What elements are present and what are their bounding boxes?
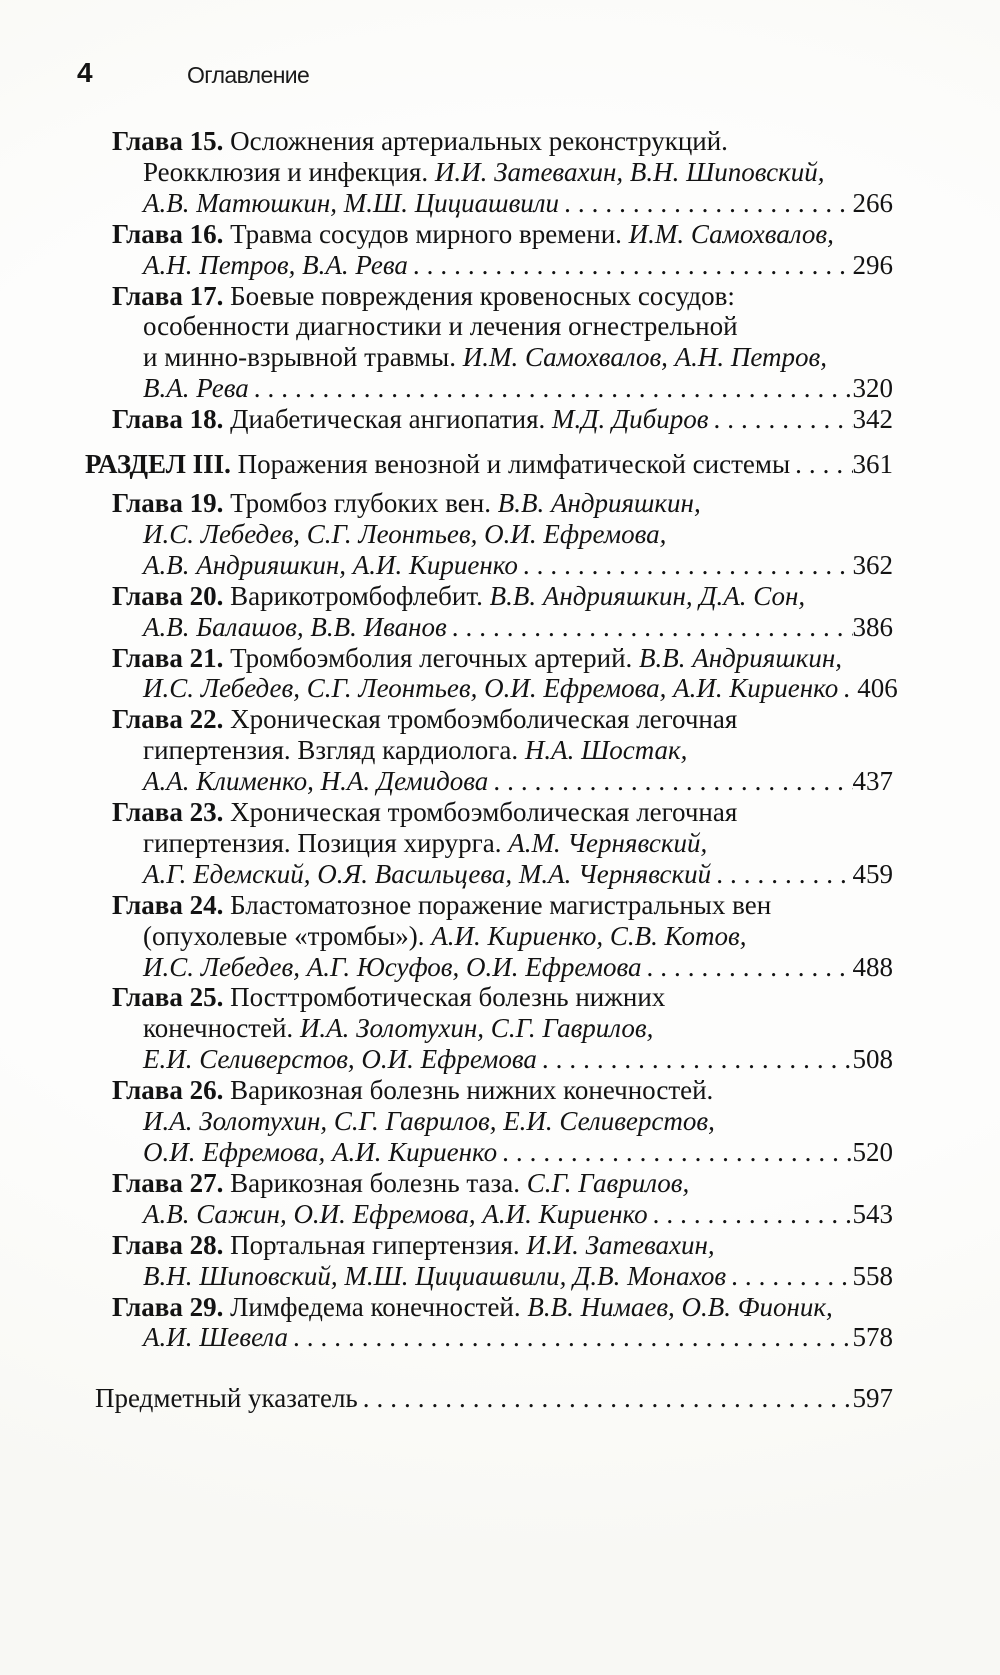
toc-line bbox=[112, 643, 893, 674]
toc-entry bbox=[0, 126, 893, 219]
toc-line bbox=[143, 373, 893, 404]
authors-text: И.С. Лебедев, С.Г. Леонтьев, О.И. Ефремова, А.И. Кириенко bbox=[143, 673, 839, 704]
toc-entry bbox=[0, 281, 893, 405]
chapter-label: Глава 18. bbox=[112, 404, 224, 435]
toc-entry bbox=[0, 890, 893, 983]
authors-text: В.В. Нимаев, О.В. Фионик, bbox=[527, 1291, 833, 1322]
toc-line bbox=[112, 281, 893, 312]
title-text: Варикозная болезнь нижних конечностей. bbox=[223, 1075, 714, 1106]
toc-line bbox=[143, 952, 893, 983]
toc-line bbox=[143, 859, 893, 890]
title-text: Бластоматозное поражение магистральных вен bbox=[223, 889, 772, 920]
chapter-label: РАЗДЕЛ III. bbox=[85, 449, 231, 480]
dot-leader bbox=[726, 1261, 852, 1292]
authors-text: И.С. Лебедев, А.Г. Юсуфов, О.И. Ефремова bbox=[143, 951, 642, 982]
authors-text: Е.И. Селиверстов, О.И. Ефремова bbox=[143, 1044, 537, 1075]
page-ref: 320 bbox=[852, 373, 893, 404]
toc-line bbox=[112, 890, 893, 921]
authors-text: И.С. Лебедев, С.Г. Леонтьев, О.И. Ефремова, bbox=[143, 518, 667, 549]
title-text: Портальная гипертензия. bbox=[223, 1229, 527, 1260]
toc-line bbox=[112, 404, 893, 435]
page-ref: 296 bbox=[852, 249, 893, 280]
toc-line bbox=[143, 550, 893, 581]
chapter-label: Глава 23. bbox=[112, 797, 224, 828]
dot-leader bbox=[838, 673, 857, 704]
toc-entry bbox=[0, 1168, 893, 1230]
toc-line bbox=[143, 1106, 893, 1137]
authors-text: В.В. Андрияшкин, bbox=[639, 642, 843, 673]
dot-leader bbox=[408, 250, 853, 281]
toc-footer bbox=[0, 1383, 893, 1414]
authors-text: И.А. Золотухин, С.Г. Гаврилов, bbox=[299, 1013, 654, 1044]
toc-line bbox=[112, 126, 893, 157]
page-ref: 558 bbox=[852, 1260, 893, 1291]
dot-leader bbox=[537, 1044, 853, 1075]
dot-leader bbox=[711, 859, 852, 890]
authors-text: А.И. Кириенко, С.В. Котов, bbox=[431, 920, 747, 951]
toc-line bbox=[112, 1168, 893, 1199]
authors-text: И.М. Самохвалов, А.Н. Петров, bbox=[462, 342, 828, 373]
toc-entry bbox=[0, 1230, 893, 1292]
dot-leader bbox=[288, 1322, 852, 1353]
toc-line bbox=[143, 612, 893, 643]
toc-line bbox=[143, 1322, 893, 1353]
toc-line bbox=[143, 1261, 893, 1292]
title-text: Тромбоз глубоких вен. bbox=[223, 487, 498, 518]
authors-text: И.И. Затевахин, bbox=[526, 1229, 715, 1260]
page-ref: 578 bbox=[852, 1322, 893, 1353]
toc-line bbox=[112, 219, 893, 250]
authors-text: А.И. Шевела bbox=[143, 1322, 289, 1353]
toc-line bbox=[112, 797, 893, 828]
toc-entry bbox=[0, 404, 893, 435]
page-ref: 508 bbox=[852, 1044, 893, 1075]
toc-line bbox=[112, 982, 893, 1013]
toc-line bbox=[143, 250, 893, 281]
authors-text: В.А. Рева bbox=[143, 373, 249, 404]
title-text: и минно-взрывной травмы. bbox=[143, 342, 463, 373]
toc-line bbox=[143, 1199, 893, 1230]
chapter-label: Глава 20. bbox=[112, 580, 224, 611]
page-ref: 437 bbox=[852, 766, 893, 797]
title-text: Лимфедема конечностей. bbox=[223, 1291, 528, 1322]
toc-entry bbox=[0, 982, 893, 1075]
authors-text: И.И. Затевахин, В.Н. Шиповский, bbox=[434, 156, 825, 187]
dot-leader bbox=[488, 766, 852, 797]
toc-entry bbox=[0, 488, 893, 581]
page-ref: 362 bbox=[852, 549, 893, 580]
dot-leader bbox=[708, 404, 852, 435]
page-ref: 266 bbox=[852, 187, 893, 218]
toc-entry bbox=[0, 219, 893, 281]
chapter-label: Глава 17. bbox=[112, 280, 224, 311]
toc-line bbox=[112, 488, 893, 519]
toc-line bbox=[143, 157, 893, 188]
toc-line bbox=[143, 342, 893, 373]
authors-text: А.В. Андрияшкин, А.И. Кириенко bbox=[143, 549, 518, 580]
title-text: Хроническая тромбоэмболическая легочная bbox=[223, 797, 738, 828]
dot-leader bbox=[447, 612, 853, 643]
toc-entry bbox=[0, 1292, 893, 1354]
toc-line bbox=[112, 1292, 893, 1323]
toc-entry bbox=[0, 1075, 893, 1168]
toc-entry bbox=[0, 704, 893, 797]
toc-line bbox=[143, 1044, 893, 1075]
toc-line bbox=[143, 188, 893, 219]
toc-line bbox=[143, 311, 893, 342]
chapter-label: Глава 21. bbox=[112, 642, 224, 673]
toc-line bbox=[143, 1137, 893, 1168]
title-text: Реокклюзия и инфекция. bbox=[143, 156, 435, 187]
title-text: Осложнения артериальных реконструкций. bbox=[223, 126, 728, 156]
toc-line bbox=[143, 766, 893, 797]
title-text: (опухолевые «тромбы»). bbox=[143, 920, 432, 951]
dot-leader bbox=[648, 1199, 853, 1230]
authors-text: А.М. Чернявский, bbox=[508, 827, 708, 858]
authors-text: А.В. Матюшкин, М.Ш. Цициашвили bbox=[143, 187, 560, 218]
title-text: гипертензия. Взгляд кардиолога. bbox=[143, 735, 525, 766]
toc-line bbox=[112, 1230, 893, 1261]
dot-leader bbox=[559, 188, 852, 219]
chapter-label: Глава 16. bbox=[112, 218, 224, 249]
authors-text: М.Д. Дибиров bbox=[552, 404, 709, 435]
chapter-label: Глава 19. bbox=[112, 487, 224, 518]
chapter-label: Глава 27. bbox=[112, 1167, 224, 1198]
toc-entry bbox=[0, 797, 893, 890]
title-text: гипертензия. Позиция хирурга. bbox=[143, 827, 509, 858]
dot-leader bbox=[358, 1383, 853, 1414]
dot-leader bbox=[790, 449, 852, 480]
authors-text: В.В. Андрияшкин, bbox=[497, 487, 701, 518]
chapter-label: Глава 28. bbox=[112, 1229, 224, 1260]
toc-line bbox=[143, 921, 893, 952]
chapter-label: Глава 15. bbox=[112, 126, 224, 156]
dot-leader bbox=[249, 373, 853, 404]
title-text: особенности диагностики и лечения огнестрельной bbox=[143, 311, 738, 342]
authors-text: И.А. Золотухин, С.Г. Гаврилов, Е.И. Селиверстов, bbox=[143, 1106, 715, 1137]
title-text: Хроническая тромбоэмболическая легочная bbox=[223, 704, 738, 735]
page-ref: 361 bbox=[852, 449, 893, 480]
page-ref: 520 bbox=[852, 1137, 893, 1167]
page-ref: 459 bbox=[852, 858, 893, 889]
page-ref: 342 bbox=[852, 404, 893, 435]
toc-section bbox=[0, 449, 893, 480]
page-ref: 543 bbox=[852, 1198, 893, 1229]
authors-text: А.Г. Едемский, О.Я. Васильцева, М.А. Чернявский bbox=[143, 858, 712, 889]
title-text: Травма сосудов мирного времени. bbox=[223, 218, 629, 249]
page-header: Оглавление bbox=[187, 62, 310, 88]
chapter-label: Глава 29. bbox=[112, 1291, 224, 1322]
title-text: Боевые повреждения кровеносных сосудов: bbox=[223, 280, 735, 311]
toc-line bbox=[143, 519, 893, 550]
authors-text: С.Г. Гаврилов, bbox=[526, 1167, 690, 1198]
toc-line bbox=[112, 704, 893, 735]
page-ref: 597 bbox=[852, 1383, 893, 1414]
chapter-label: Глава 22. bbox=[112, 704, 224, 735]
title-text: Диабетическая ангиопатия. bbox=[223, 404, 553, 435]
toc-line bbox=[112, 581, 893, 612]
authors-text: В.В. Андрияшкин, Д.А. Сон, bbox=[489, 580, 806, 611]
chapter-label: Глава 24. bbox=[112, 889, 224, 920]
page-ref: 386 bbox=[852, 611, 893, 642]
dot-leader bbox=[642, 952, 853, 983]
authors-text: О.И. Ефремова, А.И. Кириенко bbox=[143, 1137, 498, 1167]
dot-leader bbox=[518, 550, 853, 581]
chapter-label: Глава 25. bbox=[112, 982, 224, 1013]
toc-line bbox=[85, 449, 893, 480]
toc-line bbox=[112, 1075, 893, 1106]
chapter-label: Глава 26. bbox=[112, 1075, 224, 1106]
toc-line bbox=[95, 1383, 893, 1414]
authors-text: В.Н. Шиповский, М.Ш. Цициашвили, Д.В. Монахов bbox=[143, 1260, 727, 1291]
toc-line bbox=[143, 1013, 893, 1044]
page-number: 4 bbox=[77, 57, 93, 88]
title-text: Предметный указатель bbox=[95, 1383, 358, 1414]
toc-entry bbox=[0, 642, 898, 705]
title-text: Поражения венозной и лимфатической системы bbox=[230, 449, 791, 480]
title-text: Варикозная болезнь таза. bbox=[223, 1167, 527, 1198]
page-ref: 406 bbox=[857, 673, 898, 704]
authors-text: Н.А. Шостак, bbox=[524, 735, 688, 766]
dot-leader bbox=[497, 1137, 852, 1168]
title-text: Тромбоэмболия легочных артерий. bbox=[223, 642, 640, 673]
toc-line bbox=[143, 828, 893, 859]
authors-text: А.А. Клименко, Н.А. Демидова bbox=[143, 766, 489, 797]
toc-line bbox=[143, 735, 893, 766]
toc-line bbox=[143, 673, 898, 704]
page-ref: 488 bbox=[852, 951, 893, 982]
authors-text: И.М. Самохвалов, bbox=[628, 218, 834, 249]
title-text: Варикотромбофлебит. bbox=[223, 580, 490, 611]
toc-entry bbox=[0, 581, 893, 643]
toc-list bbox=[0, 126, 898, 1414]
authors-text: А.В. Сажин, О.И. Ефремова, А.И. Кириенко bbox=[143, 1198, 648, 1229]
title-text: Посттромботическая болезнь нижних bbox=[223, 982, 666, 1013]
authors-text: А.Н. Петров, В.А. Рева bbox=[143, 249, 408, 280]
title-text: конечностей. bbox=[143, 1013, 300, 1044]
authors-text: А.В. Балашов, В.В. Иванов bbox=[143, 611, 447, 642]
